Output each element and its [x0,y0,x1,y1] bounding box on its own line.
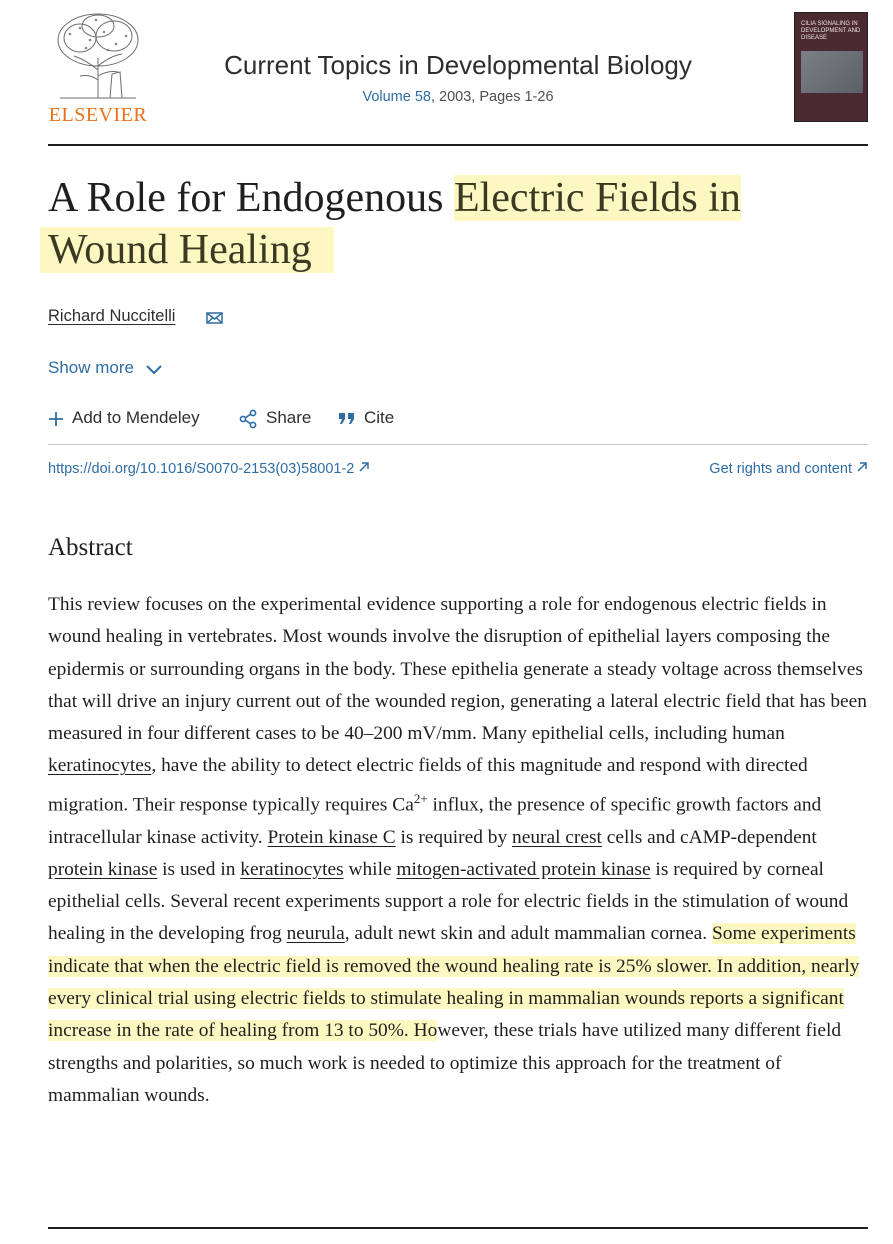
chevron-down-icon [145,363,163,375]
abstract-segment: is used in [157,858,241,880]
cite-label: Cite [364,408,395,427]
cite-button[interactable] [338,408,394,428]
abstract-segment: while [343,858,397,880]
issue-details: , 2003, Pages 1-26 [430,89,554,105]
keratinocytes-link-2[interactable]: keratinocytes [240,858,344,880]
volume-link[interactable]: Volume 58 [362,89,431,105]
section-divider [48,1227,868,1229]
book-cover-image[interactable] [794,12,868,122]
abstract-segment: , have the ability to detect electric fields of this magnitude and respond with directed migration. Their response typically requires Ca [48,755,808,816]
rights-link[interactable] [709,461,868,477]
abstract-segment: , adult newt skin and adult mammalian cornea. [344,923,712,945]
elsevier-wordmark: ELSEVIER [48,104,148,126]
journal-header [48,0,868,146]
add-to-mendeley-button[interactable] [48,408,200,428]
abstract-segment: cells and cAMP-dependent [601,826,817,848]
protein-kinase-link[interactable]: protein kinase [48,858,158,880]
title-plain: A Role for Endogenous [48,175,454,221]
elsevier-logo[interactable] [48,10,148,125]
share-button[interactable] [238,408,311,429]
highlighted-passage: Some experiments indicate that when the electric field is removed the wound healing rate is 25% slower. In addition, nearly every clinical trial using electric fields to stimulate healing in mammalian wounds reports a significant increase in the rate of healing from 13 to 50%. Ho [48,923,860,1042]
external-link-icon [358,461,370,473]
journal-title[interactable]: Current Topics in Developmental Biology [224,50,692,80]
issue-info [188,89,728,105]
share-label: Share [266,408,312,427]
doi-link[interactable] [48,461,370,477]
plus-icon [48,411,64,427]
neural-crest-link[interactable]: neural crest [512,826,602,848]
abstract-segment: wever, these trials have utilized many different field strengths and polarities, so much work is needed to optimize this approach for the treatment of mammalian wounds. [48,1020,842,1106]
show-more-button[interactable] [48,358,163,378]
quote-icon [338,411,356,427]
mendeley-label: Add to Mendeley [72,408,200,427]
author-link[interactable]: Richard Nuccitelli [48,307,176,325]
protein-kinase-c-link[interactable]: Protein kinase C [267,826,396,848]
doi-text: https://doi.org/10.1016/S0070-2153(03)58001-2 [48,461,355,477]
neurula-link[interactable]: neurula [286,923,345,945]
elsevier-tree-icon [50,10,146,102]
title-highlight-1: Electric Fields in [453,175,741,221]
abstract-segment: is required by [395,826,513,848]
mapk-link[interactable]: mitogen-activated protein kinase [396,858,651,880]
abstract-segment: is required by corneal epithelial cells. Several recent experiments support a role for electric fields in the stimulation of wound healing in the developing frog [48,858,849,945]
external-link-icon [856,461,868,473]
share-icon [238,409,258,429]
abstract-heading: Abstract [48,534,133,561]
title-highlight-2: Wound Healing [40,227,334,273]
show-more-label: Show more [48,358,134,377]
cover-title: CILIA SIGNALING IN DEVELOPMENT AND DISEASE [801,21,861,41]
article-title [48,172,848,276]
abstract-segment: This review focuses on the experimental evidence supporting a role for endogenous electric fields in wound healing in vertebrates. Most wounds involve the disruption of epithelial layers composing the epidermis or surrounding organs in the body. These epithelia generate a steady voltage across themselves that will drive an injury current out of the wounded region, generating a lateral electric field that has been measured in four different cases to be 40–200 mV/mm. Many epithelial cells, including human [48,594,867,745]
envelope-icon[interactable] [206,311,223,325]
calcium-superscript: 2+ [413,790,428,806]
abstract-segment: influx, the presence of specific growth factors and intracellular kinase activity. [48,794,822,848]
keratinocytes-link[interactable]: keratinocytes [48,755,152,777]
abstract-text [48,589,870,1112]
cover-illustration [801,51,863,93]
doi-bar [48,444,868,496]
rights-text: Get rights and content [709,461,852,477]
